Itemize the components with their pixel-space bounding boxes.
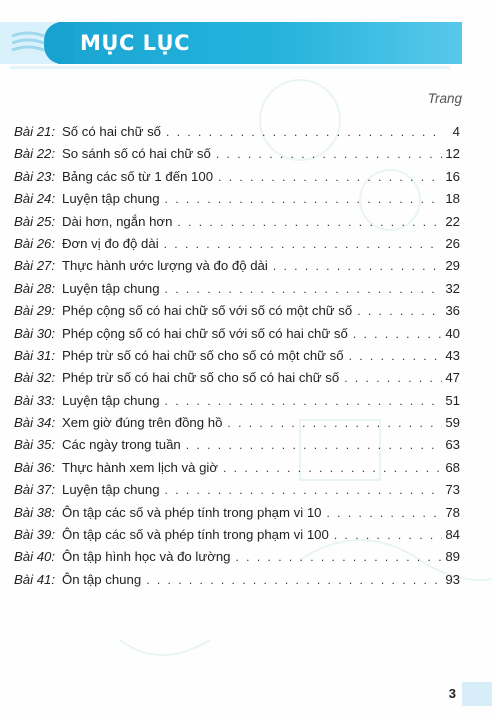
toc-entry[interactable] bbox=[14, 281, 460, 303]
lesson-number: Bài 34: bbox=[14, 415, 56, 431]
toc-entry[interactable] bbox=[14, 370, 460, 392]
dot-leader bbox=[186, 438, 443, 452]
dot-leader bbox=[223, 461, 442, 475]
lesson-number: Bài 33: bbox=[14, 392, 56, 408]
lesson-number: Bài 36: bbox=[14, 459, 56, 475]
lesson-number: Bài 31: bbox=[14, 347, 56, 363]
lesson-title: Luyện tập chung bbox=[62, 191, 160, 207]
lesson-number: Bài 24: bbox=[14, 191, 56, 207]
lesson-page-number: 59 bbox=[445, 415, 460, 431]
lesson-number: Bài 35: bbox=[14, 437, 56, 453]
dot-leader bbox=[357, 304, 442, 318]
lesson-title: Bảng các số từ 1 đến 100 bbox=[62, 168, 214, 184]
lesson-number: Bài 30: bbox=[14, 325, 56, 341]
toc-entry[interactable] bbox=[14, 415, 460, 437]
lesson-page-number: 40 bbox=[445, 325, 460, 341]
toc-entry[interactable] bbox=[14, 505, 460, 527]
dot-leader bbox=[164, 237, 443, 251]
lesson-title: Thực hành xem lịch và giờ bbox=[62, 459, 219, 475]
lesson-page-number: 73 bbox=[445, 482, 460, 498]
toc-entry[interactable] bbox=[14, 146, 460, 168]
lesson-page-number: 68 bbox=[445, 459, 460, 475]
lesson-number: Bài 27: bbox=[14, 258, 56, 274]
lesson-page-number: 26 bbox=[445, 235, 460, 251]
lesson-title: Luyện tập chung bbox=[62, 482, 160, 498]
lesson-page-number: 29 bbox=[445, 258, 460, 274]
lesson-title: Số có hai chữ số bbox=[62, 124, 161, 139]
lesson-page-number: 36 bbox=[445, 303, 460, 319]
lesson-number: Bài 32: bbox=[14, 370, 56, 386]
lesson-number: Bài 38: bbox=[14, 504, 56, 520]
page-title: MỤC LỤC bbox=[80, 31, 191, 55]
lesson-title: Phép trừ số có hai chữ số cho số có một chữ số bbox=[62, 347, 344, 363]
lesson-page-number: 22 bbox=[445, 213, 460, 229]
dot-leader bbox=[349, 349, 443, 363]
lesson-title: Phép cộng số có hai chữ số với số có hai chữ số bbox=[62, 325, 348, 341]
dot-leader bbox=[165, 192, 443, 206]
dot-leader bbox=[218, 170, 442, 184]
toc-entry[interactable] bbox=[14, 124, 460, 146]
toc-entry[interactable] bbox=[14, 572, 460, 594]
table-of-contents bbox=[14, 124, 460, 594]
toc-entry[interactable] bbox=[14, 258, 460, 280]
lesson-number: Bài 23: bbox=[14, 168, 56, 184]
header-divider bbox=[10, 66, 450, 69]
dot-leader bbox=[166, 125, 443, 139]
toc-entry[interactable] bbox=[14, 348, 460, 370]
header-banner bbox=[0, 22, 462, 64]
lesson-number: Bài 40: bbox=[14, 549, 56, 565]
dot-leader bbox=[165, 282, 443, 296]
lesson-page-number: 18 bbox=[445, 191, 460, 207]
dot-leader bbox=[236, 550, 443, 564]
toc-entry[interactable] bbox=[14, 527, 460, 549]
lesson-page-number: 84 bbox=[445, 527, 460, 543]
lesson-title: Phép cộng số có hai chữ số với số có một chữ số bbox=[62, 303, 353, 319]
lesson-page-number: 47 bbox=[445, 370, 460, 386]
toc-entry[interactable] bbox=[14, 326, 460, 348]
dot-leader bbox=[227, 416, 442, 430]
dot-leader bbox=[165, 394, 443, 408]
header-decoration-icon bbox=[10, 30, 46, 56]
lesson-number: Bài 37: bbox=[14, 482, 56, 498]
lesson-page-number: 43 bbox=[445, 347, 460, 363]
lesson-number: Bài 26: bbox=[14, 235, 56, 251]
toc-entry[interactable] bbox=[14, 482, 460, 504]
dot-leader bbox=[165, 483, 443, 497]
lesson-page-number: 16 bbox=[445, 168, 460, 184]
dot-leader bbox=[177, 215, 442, 229]
dot-leader bbox=[216, 147, 442, 161]
dot-leader bbox=[327, 506, 443, 520]
lesson-title: Luyện tập chung bbox=[62, 280, 160, 296]
lesson-title: Xem giờ đúng trên đồng hồ bbox=[62, 415, 223, 431]
lesson-title: Dài hơn, ngắn hơn bbox=[62, 213, 173, 229]
lesson-number: Bài 22: bbox=[14, 146, 56, 162]
lesson-title: Thực hành ước lượng và đo độ dài bbox=[62, 258, 268, 274]
lesson-page-number: 78 bbox=[445, 504, 460, 520]
toc-entry[interactable] bbox=[14, 236, 460, 258]
dot-leader bbox=[344, 371, 442, 385]
lesson-page-number: 63 bbox=[445, 437, 460, 453]
lesson-title: So sánh số có hai chữ số bbox=[62, 146, 211, 162]
toc-entry[interactable] bbox=[14, 303, 460, 325]
lesson-page-number: 51 bbox=[445, 392, 460, 408]
lesson-title: Ôn tập hình học và đo lường bbox=[62, 549, 231, 565]
toc-entry[interactable] bbox=[14, 437, 460, 459]
lesson-title: Luyện tập chung bbox=[62, 392, 160, 408]
lesson-page-number: 89 bbox=[445, 549, 460, 565]
dot-leader bbox=[146, 573, 442, 587]
lesson-title: Phép trừ số có hai chữ số cho số có hai chữ số bbox=[62, 370, 340, 386]
lesson-page-number: 12 bbox=[445, 146, 460, 162]
dot-leader bbox=[353, 327, 443, 341]
toc-entry[interactable] bbox=[14, 460, 460, 482]
lesson-number: Bài 41: bbox=[14, 571, 56, 587]
lesson-number: Bài 29: bbox=[14, 303, 56, 319]
toc-entry[interactable] bbox=[14, 191, 460, 213]
lesson-page-number: 32 bbox=[445, 280, 460, 296]
lesson-title: Đơn vị đo độ dài bbox=[62, 235, 159, 251]
toc-entry[interactable] bbox=[14, 393, 460, 415]
lesson-number: Bài 21: bbox=[14, 124, 56, 139]
lesson-number: Bài 28: bbox=[14, 280, 56, 296]
lesson-page-number: 4 bbox=[452, 124, 460, 139]
lesson-number: Bài 25: bbox=[14, 213, 56, 229]
toc-entry[interactable] bbox=[14, 169, 460, 191]
dot-leader bbox=[334, 528, 442, 542]
lesson-title: Các ngày trong tuần bbox=[62, 437, 181, 453]
lesson-page-number: 93 bbox=[445, 571, 460, 587]
toc-entry[interactable] bbox=[14, 549, 460, 571]
lesson-title: Ôn tập các số và phép tính trong phạm vi 100 bbox=[62, 527, 329, 543]
page-column-label: Trang bbox=[427, 91, 462, 106]
toc-entry[interactable] bbox=[14, 214, 460, 236]
lesson-title: Ôn tập các số và phép tính trong phạm vi 10 bbox=[62, 504, 322, 520]
lesson-number: Bài 39: bbox=[14, 527, 56, 543]
page-corner-tab bbox=[462, 682, 492, 706]
lesson-title: Ôn tập chung bbox=[62, 571, 142, 587]
page-number: 3 bbox=[448, 686, 456, 701]
dot-leader bbox=[273, 259, 443, 273]
